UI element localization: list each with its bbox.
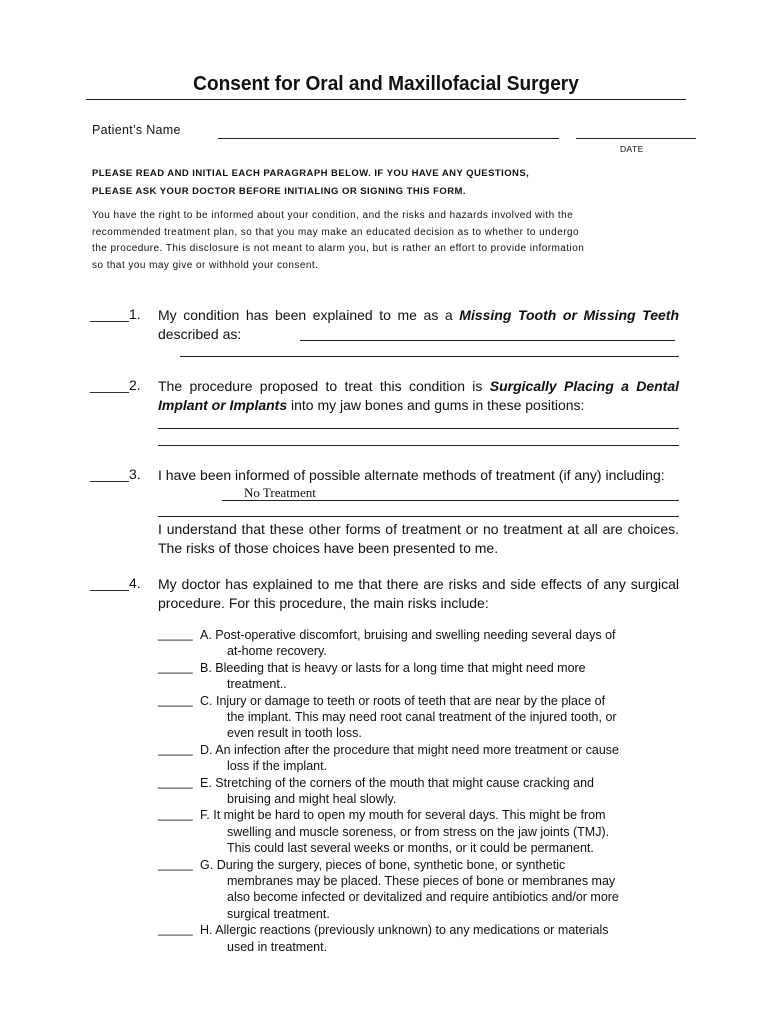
item-1-text: My condition has been explained to me as a Missing Tooth or Missing Teeth described as:: [158, 307, 680, 342]
risk-initial-field[interactable]: _____: [158, 807, 193, 822]
initial-field-1[interactable]: _____1.: [90, 306, 141, 322]
risk-line: During the surgery, pieces of bone, synthetic bone, or synthetic: [216, 857, 566, 872]
risk-item: [200, 660, 678, 693]
risk-line: bruising and might heal slowly.: [227, 792, 397, 806]
instruction-line: PLEASE READ AND INITIAL EACH PARAGRAPH BELOW. IF YOU HAVE ANY QUESTIONS,: [92, 168, 530, 179]
patient-name-field[interactable]: [218, 138, 559, 139]
item-4-text: My doctor has explained to me that there are risks and side effects of any surgical procedure. For this procedure, the main risks include:: [158, 576, 679, 611]
risk-item: [200, 775, 678, 808]
risk-initial-field[interactable]: _____: [158, 659, 193, 674]
risk-letter: B.: [200, 660, 212, 675]
instruction-line: PLEASE ASK YOUR DOCTOR BEFORE INITIALING OR SIGNING THIS FORM.: [92, 186, 466, 197]
risk-line: Stretching of the corners of the mouth that might cause cracking and: [215, 775, 594, 790]
item-2-positions-field[interactable]: [158, 428, 679, 429]
risk-line: This could last several weeks or months, or it could be permanent.: [227, 841, 594, 856]
instructions: [92, 165, 529, 201]
risk-letter: H.: [200, 923, 213, 938]
risk-line: at-home recovery.: [227, 644, 327, 659]
risk-line: Post-operative discomfort, bruising and swelling needing several days of: [215, 628, 616, 642]
title-underline: [86, 99, 686, 100]
initial-field-2[interactable]: _____2.: [90, 377, 141, 393]
alternate-treatment-field[interactable]: [158, 516, 679, 517]
risk-item: [200, 857, 678, 923]
risk-initial-field[interactable]: _____: [158, 774, 193, 789]
risk-line: swelling and muscle soreness, or from stress on the jaw joints (TMJ).: [227, 824, 610, 839]
item-3-text: I have been informed of possible alternate methods of treatment (if any) including:: [158, 467, 665, 483]
risk-initial-field[interactable]: _____: [158, 922, 193, 937]
patient-name-label: Patient’s Name: [92, 123, 181, 137]
risk-item: [200, 627, 678, 660]
alternate-treatment-field[interactable]: [222, 500, 679, 501]
risk-initial-field[interactable]: _____: [158, 856, 193, 871]
risk-item: [200, 807, 678, 856]
risk-line: Allergic reactions (previously unknown) to any medications or materials: [215, 923, 609, 938]
risk-line: even result in tooth loss.: [227, 726, 362, 741]
risk-item: [200, 693, 678, 742]
risk-line: the implant. This may need root canal treatment of the injured tooth, or: [227, 710, 617, 724]
date-field[interactable]: [576, 138, 696, 139]
risk-letter: A.: [200, 628, 212, 642]
intro-line: the procedure. This disclosure is not meant to alarm you, but is rather an effort to provide information: [92, 243, 585, 254]
risk-line: Injury or damage to teeth or roots of teeth that are near by the place of: [215, 693, 606, 708]
intro-paragraph: [92, 208, 652, 274]
item-3-understand-text: I understand that these other forms of treatment or no treatment at all are choices. The risks of those choices have been presented to me.: [158, 521, 679, 556]
item-2-text: The procedure proposed to treat this condition is Surgically Placing a Dental Implant or Implants into my jaw bones and gums in these positions:: [158, 378, 679, 413]
risk-initial-field[interactable]: _____: [158, 627, 193, 641]
risk-letter: E.: [200, 775, 212, 790]
risk-letter: F.: [200, 808, 210, 823]
item-1-description-field[interactable]: [300, 340, 675, 341]
page-title: Consent for Oral and Maxillofacial Surgery: [193, 72, 579, 95]
intro-line: so that you may give or withhold your consent.: [92, 259, 319, 271]
date-label: DATE: [620, 144, 644, 154]
risk-initial-field[interactable]: _____: [158, 692, 193, 707]
risk-line: membranes may be placed. These pieces of bone or membranes may: [227, 874, 616, 888]
risk-line: also become infected or devitalized and require antibiotics and/or more: [227, 890, 619, 905]
risk-item: [200, 742, 678, 775]
risk-initial-field[interactable]: _____: [158, 741, 193, 756]
risk-item: [200, 922, 678, 955]
alternate-treatment-value: No Treatment: [244, 485, 316, 500]
risk-letter: D.: [200, 742, 213, 757]
initial-field-4[interactable]: _____4.: [90, 575, 141, 591]
item-1-description-field[interactable]: [180, 356, 679, 357]
risk-line: surgical treatment.: [227, 906, 330, 921]
risk-letter: C.: [200, 693, 213, 708]
intro-line: You have the right to be informed about your condition, and the risks and hazards involved with the: [92, 210, 574, 221]
risk-line: An infection after the procedure that might need more treatment or cause: [215, 742, 619, 757]
risk-line: used in treatment.: [227, 939, 328, 954]
risk-line: It might be hard to open my mouth for several days. This might be from: [213, 808, 606, 823]
intro-line: recommended treatment plan, so that you may make an educated decision as to whether to undergo: [92, 226, 580, 238]
risk-line: treatment..: [227, 677, 287, 692]
risk-letter: G.: [200, 857, 214, 872]
risk-line: loss if the implant.: [227, 759, 328, 774]
item-2-positions-field[interactable]: [158, 445, 679, 446]
initial-field-3[interactable]: _____3.: [90, 466, 141, 482]
risk-line: Bleeding that is heavy or lasts for a long time that might need more: [215, 660, 586, 675]
